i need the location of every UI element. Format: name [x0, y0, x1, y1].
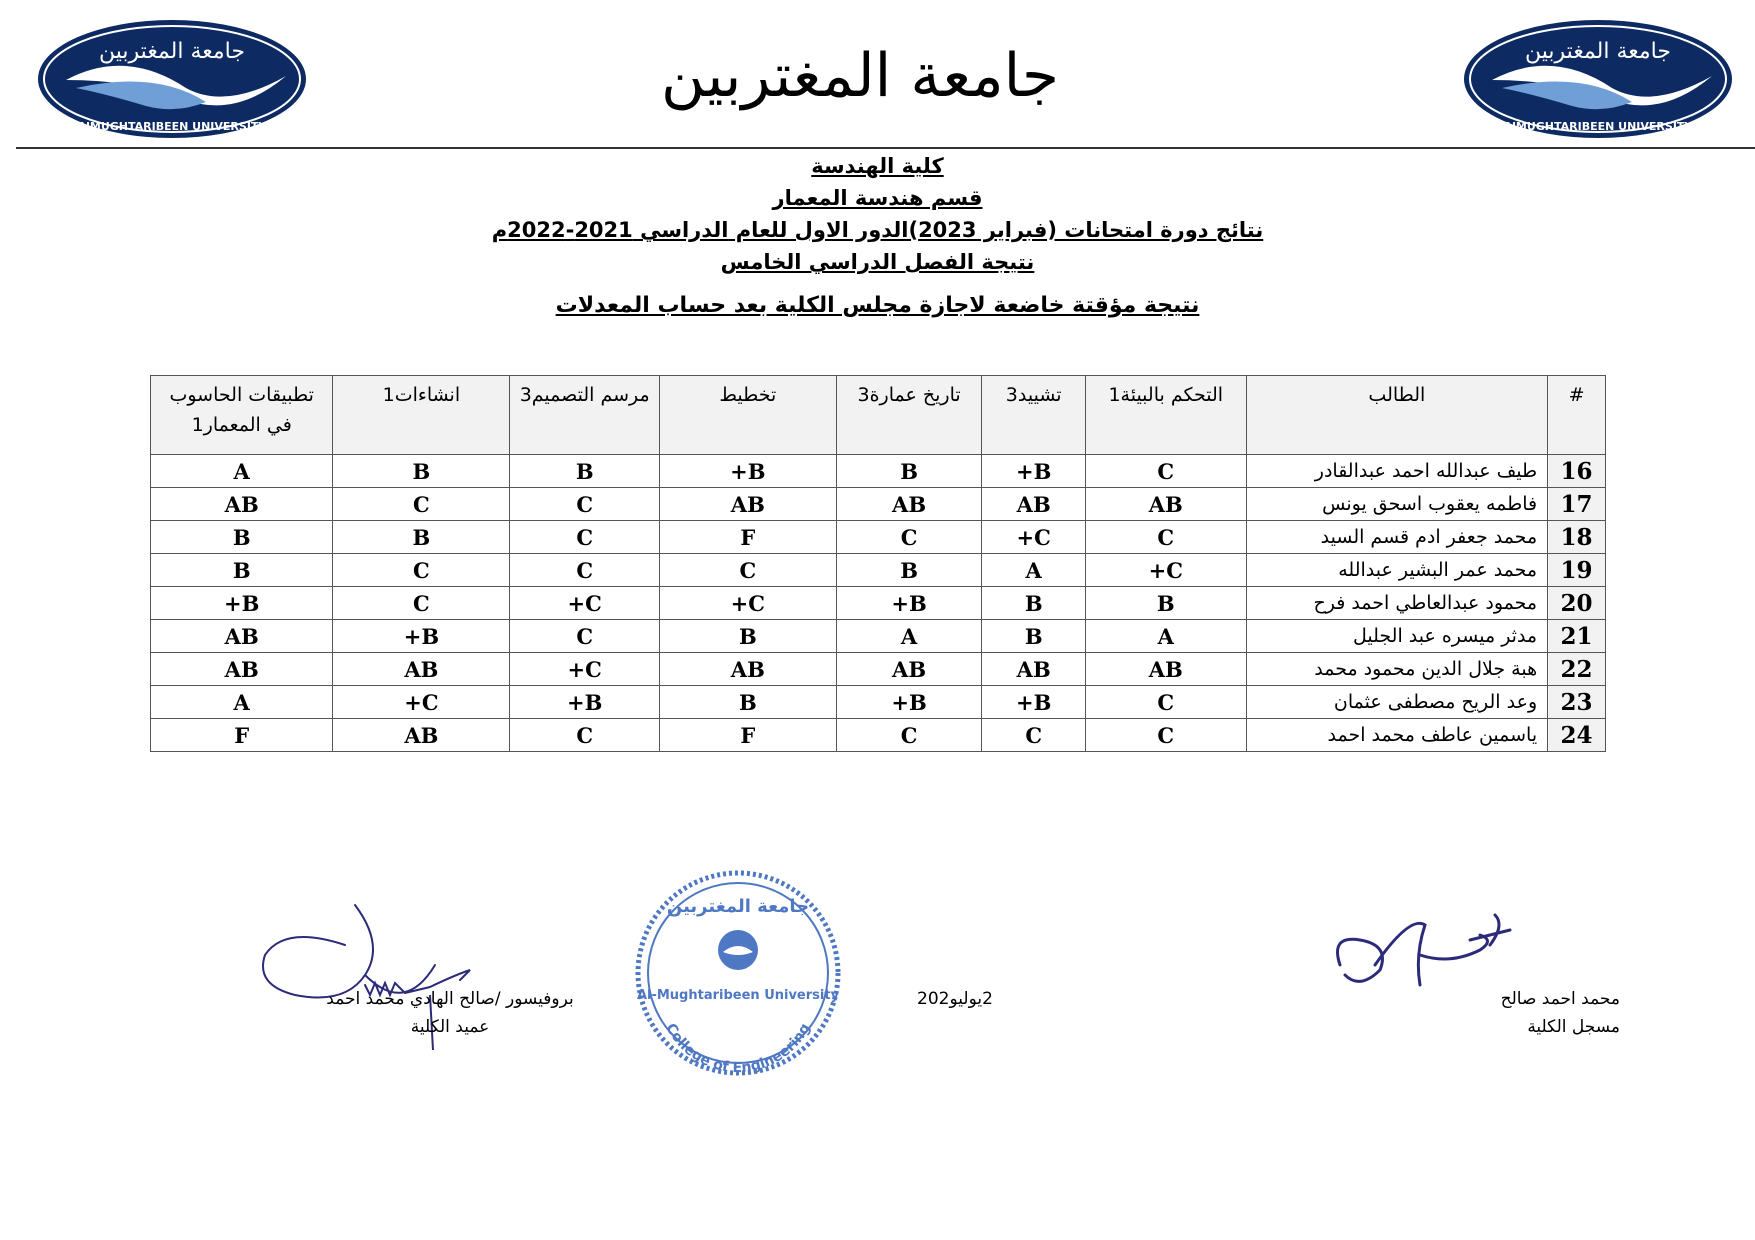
table-row: [151, 455, 1606, 488]
grades-body: [151, 455, 1606, 752]
cell-planning: AB: [660, 653, 837, 686]
table-row: [151, 653, 1606, 686]
cell-env-control: C: [1085, 686, 1246, 719]
cell-env-control: A: [1085, 620, 1246, 653]
dean-block: [300, 985, 600, 1041]
cell-student: محمد جعفر ادم قسم السيد: [1246, 521, 1548, 554]
cell-design-studio: C: [510, 719, 660, 752]
cell-design-studio: C: [510, 554, 660, 587]
header-student: الطالب: [1246, 376, 1548, 455]
header-divider: [16, 147, 1755, 149]
registrar-block: [1440, 985, 1620, 1041]
semester-heading: نتيجة الفصل الدراسي الخامس: [720, 250, 1035, 274]
header-planning: تخطيط: [660, 376, 837, 455]
logo-arabic-text: جامعة المغتربين: [1525, 39, 1671, 64]
cell-structures: C+: [333, 686, 510, 719]
cell-computer-apps: B: [151, 521, 333, 554]
cell-arch-history: A: [836, 620, 982, 653]
cell-num: 23: [1548, 686, 1606, 719]
cell-construction: B: [982, 587, 1085, 620]
exam-session-heading: نتائج دورة امتحانات (فبراير 2023)الدور الاول للعام الدراسي 2021-2022م: [491, 218, 1264, 242]
cell-planning: F: [660, 719, 837, 752]
cell-env-control: C: [1085, 455, 1246, 488]
header-num: #: [1548, 376, 1606, 455]
document-headings: [0, 150, 1755, 322]
cell-num: 21: [1548, 620, 1606, 653]
cell-design-studio: B+: [510, 686, 660, 719]
cell-design-studio: C: [510, 488, 660, 521]
cell-env-control: B: [1085, 587, 1246, 620]
registrar-name: محمد احمد صالح: [1500, 989, 1620, 1009]
cell-arch-history: C: [836, 521, 982, 554]
header-env-control: التحكم بالبيئة1: [1085, 376, 1246, 455]
header-design-studio: مرسم التصميم3: [510, 376, 660, 455]
cell-num: 22: [1548, 653, 1606, 686]
cell-student: محمود عبدالعاطي احمد فرح: [1246, 587, 1548, 620]
table-row: [151, 719, 1606, 752]
cell-arch-history: B: [836, 554, 982, 587]
cell-env-control: AB: [1085, 653, 1246, 686]
university-logo-right: [1462, 18, 1734, 140]
table-row: [151, 587, 1606, 620]
cell-num: 16: [1548, 455, 1606, 488]
header-structures: انشاءات1: [333, 376, 510, 455]
cell-num: 19: [1548, 554, 1606, 587]
registrar-title: مسجل الكلية: [1527, 1017, 1620, 1037]
cell-arch-history: AB: [836, 488, 982, 521]
cell-planning: B+: [660, 455, 837, 488]
stamp-arabic-text: جامعة المغتربين: [666, 896, 810, 917]
cell-construction: A: [982, 554, 1085, 587]
cell-computer-apps: B: [151, 554, 333, 587]
stamp-english-top: Al-Mughtaribeen University: [636, 988, 840, 1003]
header-computer-apps: تطبيقات الحاسوب في المعمار1: [151, 376, 333, 455]
cell-arch-history: AB: [836, 653, 982, 686]
cell-arch-history: B: [836, 455, 982, 488]
cell-structures: AB: [333, 653, 510, 686]
cell-num: 24: [1548, 719, 1606, 752]
cell-construction: B+: [982, 455, 1085, 488]
cell-planning: F: [660, 521, 837, 554]
cell-structures: B: [333, 455, 510, 488]
cell-design-studio: C+: [510, 653, 660, 686]
logo-english-text: AlMUGHTARIBEEN UNIVERSITY: [1503, 120, 1693, 133]
logo-arabic-text: جامعة المغتربين: [99, 39, 245, 64]
table-row: [151, 488, 1606, 521]
university-title: جامعة المغتربين: [661, 41, 1059, 111]
cell-planning: AB: [660, 488, 837, 521]
cell-arch-history: B+: [836, 587, 982, 620]
cell-structures: C: [333, 488, 510, 521]
university-logo-left: [36, 18, 308, 140]
table-row: [151, 686, 1606, 719]
cell-student: محمد عمر البشير عبدالله: [1246, 554, 1548, 587]
cell-env-control: C+: [1085, 554, 1246, 587]
cell-computer-apps: AB: [151, 620, 333, 653]
cell-computer-apps: A: [151, 455, 333, 488]
cell-structures: AB: [333, 719, 510, 752]
college-heading: كلية الهندسة: [811, 154, 944, 178]
table-row: [151, 521, 1606, 554]
dean-name: بروفيسور /صالح الهادي محمد احمد: [326, 989, 574, 1009]
cell-computer-apps: AB: [151, 488, 333, 521]
cell-student: ياسمين عاطف محمد احمد: [1246, 719, 1548, 752]
cell-construction: C: [982, 719, 1085, 752]
cell-computer-apps: B+: [151, 587, 333, 620]
cell-arch-history: B+: [836, 686, 982, 719]
table-row: [151, 554, 1606, 587]
cell-arch-history: C: [836, 719, 982, 752]
cell-design-studio: C: [510, 620, 660, 653]
date-block: [880, 985, 1030, 1013]
cell-construction: AB: [982, 488, 1085, 521]
svg-text:College of Engineering: [662, 1021, 813, 1076]
cell-num: 17: [1548, 488, 1606, 521]
cell-computer-apps: A: [151, 686, 333, 719]
cell-student: مدثر ميسره عبد الجليل: [1246, 620, 1548, 653]
cell-env-control: C: [1085, 521, 1246, 554]
cell-structures: C: [333, 554, 510, 587]
cell-student: فاطمه يعقوب اسحق يونس: [1246, 488, 1548, 521]
cell-student: طيف عبدالله احمد عبدالقادر: [1246, 455, 1548, 488]
cell-planning: C: [660, 554, 837, 587]
cell-construction: B: [982, 620, 1085, 653]
cell-num: 18: [1548, 521, 1606, 554]
cell-construction: C+: [982, 521, 1085, 554]
cell-design-studio: C: [510, 521, 660, 554]
table-header-row: [151, 376, 1606, 455]
cell-construction: AB: [982, 653, 1085, 686]
cell-structures: B: [333, 521, 510, 554]
college-stamp: [628, 862, 848, 1084]
grades-table: [150, 375, 1606, 752]
cell-planning: B: [660, 686, 837, 719]
cell-computer-apps: F: [151, 719, 333, 752]
cell-design-studio: C+: [510, 587, 660, 620]
stamp-english-bottom: College of Engineering: [662, 1020, 814, 1077]
logo-english-text: AlMUGHTARIBEEN UNIVERSITY: [77, 120, 267, 133]
cell-planning: B: [660, 620, 837, 653]
provisional-note: نتيجة مؤقتة خاضعة لاجازة مجلس الكلية بعد حساب المعدلات: [555, 293, 1200, 318]
cell-structures: B+: [333, 620, 510, 653]
cell-env-control: C: [1085, 719, 1246, 752]
cell-num: 20: [1548, 587, 1606, 620]
cell-student: وعد الريح مصطفى عثمان: [1246, 686, 1548, 719]
dean-title: عميد الكلية: [410, 1017, 490, 1037]
department-heading: قسم هندسة المعمار: [772, 186, 983, 210]
cell-computer-apps: AB: [151, 653, 333, 686]
cell-construction: B+: [982, 686, 1085, 719]
table-row: [151, 620, 1606, 653]
cell-planning: C+: [660, 587, 837, 620]
cell-student: هبة جلال الدين محمود محمد: [1246, 653, 1548, 686]
document-date: 2يوليو202: [917, 989, 993, 1009]
cell-env-control: AB: [1085, 488, 1246, 521]
cell-design-studio: B: [510, 455, 660, 488]
header-construction: تشييد3: [982, 376, 1085, 455]
header-arch-history: تاريخ عمارة3: [836, 376, 982, 455]
cell-structures: C: [333, 587, 510, 620]
